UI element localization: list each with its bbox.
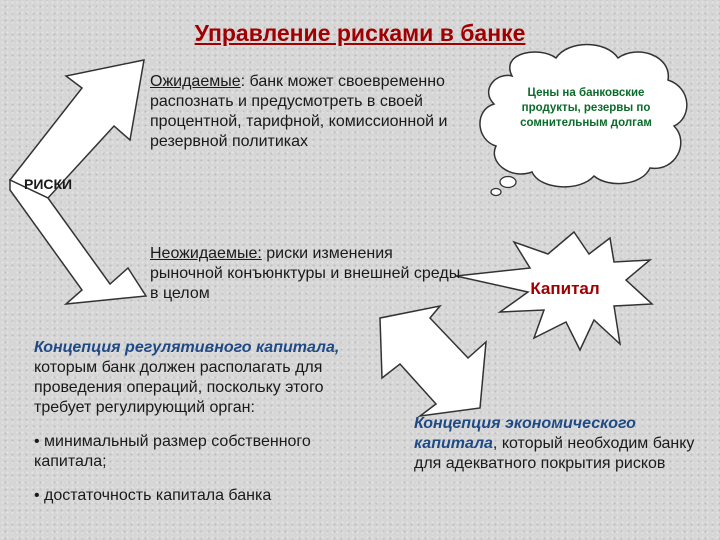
regulatory-capital-paragraph — [34, 338, 354, 418]
cloud-text: Цены на банковские продукты, резервы по сомнительным долгам — [520, 87, 652, 129]
concepts-double-arrow — [380, 306, 486, 416]
thought-bubble-small — [500, 177, 516, 188]
unexpected-risks-text — [150, 244, 470, 304]
regulatory-bullet-adequacy: • достаточность капитала банка — [34, 487, 272, 504]
unexpected-risks-arrow — [10, 180, 146, 304]
expected-risks-text — [150, 72, 490, 152]
regulatory-capital-block — [34, 338, 354, 506]
risks-label: РИСКИ — [24, 176, 73, 192]
expected-description: : банк может своевременно распознать и предусмотреть в своей процентной, тарифной, комиссионной и резервной политиках — [150, 73, 448, 150]
regulatory-bullet-min-capital: • минимальный размер собственного капитала; — [34, 433, 311, 470]
regulatory-concept-text: которым банк должен располагать для проведения операций, поскольку этого требует регулирующий орган: — [34, 359, 324, 416]
page-title: Управление рисками в банке — [194, 20, 526, 46]
capital-label: Капитал — [530, 279, 600, 298]
unexpected-description: риски изменения рыночной конъюнктуры и внешней среды в целом — [150, 245, 461, 302]
regulatory-concept-title: Концепция регулятивного капитала, — [34, 339, 340, 356]
economic-concept-title: Концепция экономического капитала — [414, 415, 636, 452]
thought-bubble-tiny — [491, 189, 501, 196]
economic-concept-text: , который необходим банку для адекватного покрытия рисков — [414, 435, 695, 472]
economic-capital-block — [414, 414, 704, 474]
expected-term: Ожидаемые — [150, 73, 241, 90]
unexpected-term: Неожидаемые: — [150, 245, 262, 262]
